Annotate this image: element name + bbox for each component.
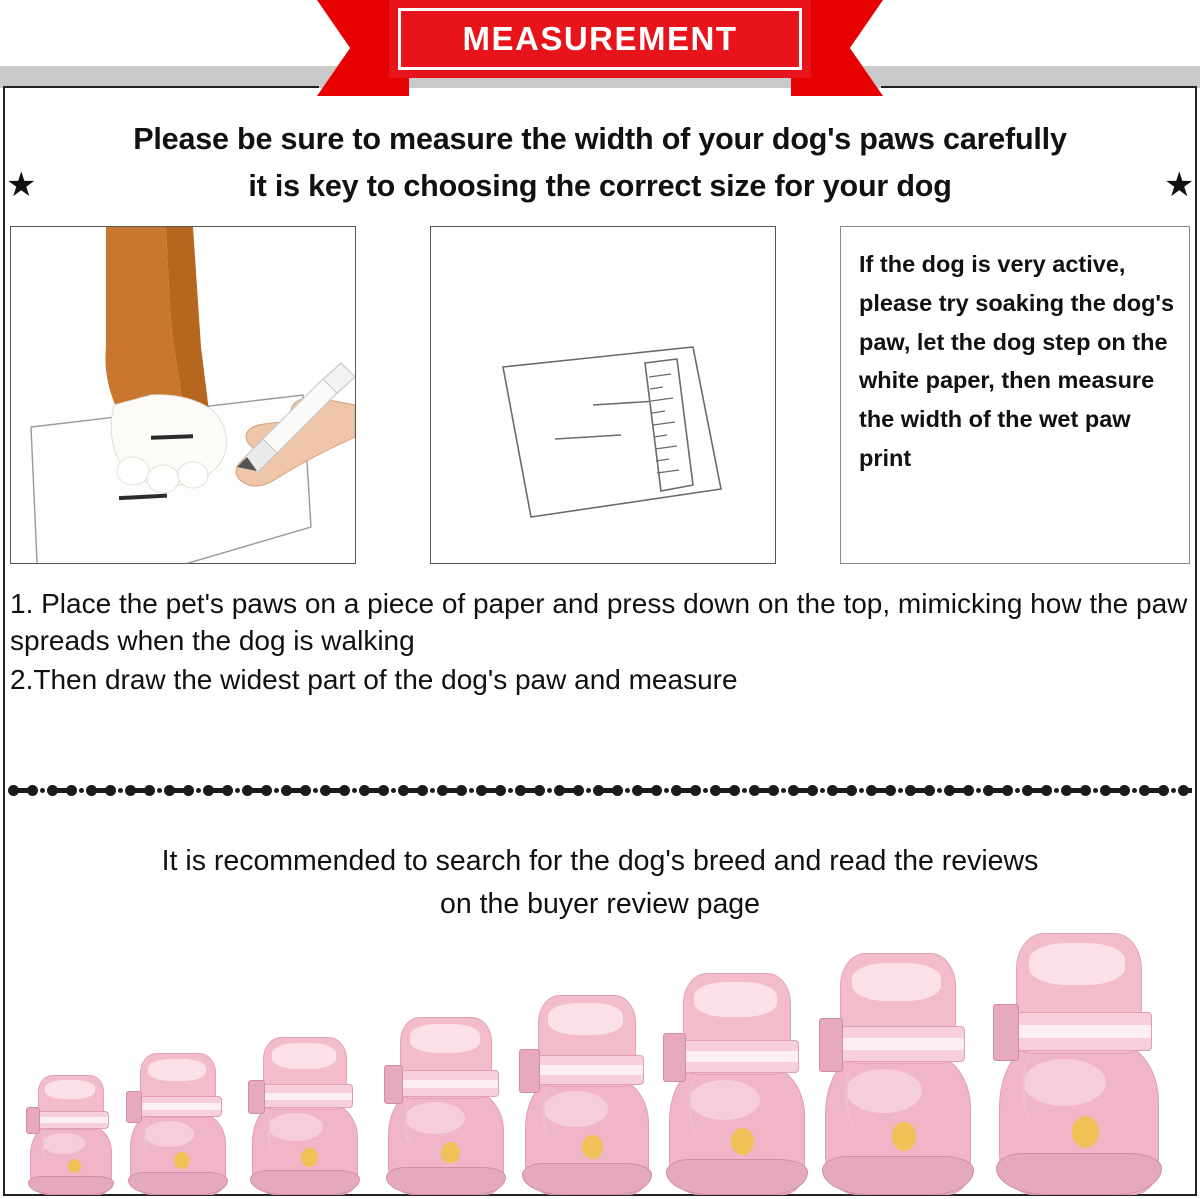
bone-icon — [710, 785, 740, 796]
bone-dot-icon — [742, 788, 747, 793]
ruler-measure-illustration — [430, 226, 776, 564]
boot-strap-reflective-stripe — [394, 1080, 498, 1088]
bone-icon — [788, 785, 818, 796]
measurement-steps — [10, 586, 1190, 701]
bone-icon — [905, 785, 935, 796]
boot-strap-reflective-stripe — [832, 1038, 964, 1050]
boot-strap-reflective-stripe — [34, 1117, 108, 1122]
paw-tracing-illustration — [11, 227, 355, 563]
bone-dot-icon — [859, 788, 864, 793]
boot-strap-reflective-stripe — [531, 1065, 643, 1075]
bone-dot-icon — [937, 788, 942, 793]
review-recommendation — [0, 840, 1200, 926]
bone-dot-icon — [391, 788, 396, 793]
bone-icon — [593, 785, 623, 796]
bone-icon — [398, 785, 428, 796]
bone-divider — [8, 775, 1192, 805]
bone-dot-icon — [976, 788, 981, 793]
bone-dot-icon — [1054, 788, 1059, 793]
boot-size-1[interactable] — [28, 1075, 114, 1195]
boot-paw-logo-icon — [1072, 1116, 1099, 1147]
active-dog-tip-panel — [840, 226, 1190, 564]
bone-icon — [1061, 785, 1091, 796]
boot-buckle — [663, 1033, 686, 1082]
bone-dot-icon — [547, 788, 552, 793]
boot-illustration — [250, 1037, 360, 1195]
bone-icon — [47, 785, 77, 796]
boot-buckle — [248, 1080, 266, 1115]
boot-shaft-highlight — [548, 1003, 623, 1035]
boot-size-4[interactable] — [386, 1017, 506, 1195]
bone-icon — [320, 785, 350, 796]
recommendation-line-1: It is recommended to search for the dog's breed and read the reviews — [161, 845, 1039, 877]
bone-dot-icon — [820, 788, 825, 793]
boot-paw-logo-icon — [731, 1128, 754, 1155]
page-headline — [0, 116, 1200, 211]
bone-dot-icon — [898, 788, 903, 793]
boot-sole — [28, 1176, 114, 1195]
boot-illustration — [386, 1017, 506, 1195]
ruler-drawing — [431, 227, 775, 563]
headline-line-2: it is key to choosing the correct size for your dog — [248, 169, 952, 204]
bone-icon — [1100, 785, 1130, 796]
paw-tracing-photo — [10, 226, 356, 564]
bone-dot-icon — [781, 788, 786, 793]
boot-strap — [675, 1040, 800, 1073]
boot-size-2[interactable] — [128, 1053, 228, 1195]
bone-icon — [866, 785, 896, 796]
bone-icon — [1022, 785, 1052, 796]
bone-dot-icon — [274, 788, 279, 793]
boot-strap-reflective-stripe — [676, 1051, 799, 1062]
recommendation-line-2: on the buyer review page — [439, 887, 761, 920]
boot-size-lineup — [0, 929, 1200, 1199]
ribbon-center — [389, 0, 811, 78]
bone-dot-icon — [235, 788, 240, 793]
boot-shaft-highlight — [694, 982, 776, 1018]
boot-illustration — [522, 995, 652, 1195]
bone-dot-icon — [469, 788, 474, 793]
boot-illustration — [996, 933, 1162, 1195]
step-1: 1. Place the pet's paws on a piece of paper and press down on the top, mimicking how the paw spreads when the dog is walking — [10, 588, 1188, 656]
boot-lace — [144, 1115, 168, 1158]
bone-dot-icon — [508, 788, 513, 793]
boot-illustration — [822, 953, 974, 1195]
measurement-ribbon — [317, 0, 883, 96]
banner-title: MEASUREMENT — [462, 20, 738, 57]
bone-icon — [515, 785, 545, 796]
bone-dot-icon — [586, 788, 591, 793]
boot-strap — [530, 1055, 644, 1085]
ribbon-inner-frame — [398, 8, 802, 70]
boot-illustration — [128, 1053, 228, 1195]
boot-buckle — [384, 1065, 403, 1104]
bone-icon — [437, 785, 467, 796]
boot-strap — [393, 1070, 499, 1097]
bone-dot-icon — [352, 788, 357, 793]
bone-icon — [242, 785, 272, 796]
boot-sole — [666, 1159, 808, 1195]
bone-dot-icon — [196, 788, 201, 793]
boot-lace — [543, 1083, 574, 1143]
boot-lace — [405, 1095, 434, 1148]
boot-size-6[interactable] — [666, 973, 808, 1195]
bone-icon — [476, 785, 506, 796]
star-left-icon: ★ — [6, 166, 37, 204]
boot-buckle — [993, 1004, 1020, 1062]
bone-dot-icon — [40, 788, 45, 793]
boot-sole — [996, 1153, 1162, 1195]
boot-sole — [522, 1163, 652, 1195]
step-2: 2.Then draw the widest part of the dog's paw and measure — [10, 663, 738, 695]
boot-buckle — [126, 1091, 142, 1122]
boot-buckle — [519, 1049, 540, 1093]
bone-icon — [359, 785, 389, 796]
boot-shaft-highlight — [272, 1043, 336, 1068]
boot-strap — [257, 1084, 354, 1108]
boot-sole — [822, 1156, 974, 1195]
boot-lace — [42, 1128, 63, 1164]
boot-illustration — [666, 973, 808, 1195]
boot-sole — [250, 1170, 360, 1195]
bone-icon — [281, 785, 311, 796]
boot-strap — [134, 1096, 222, 1117]
bone-dot-icon — [1171, 788, 1176, 793]
boot-size-8[interactable] — [996, 933, 1162, 1195]
boot-shaft-highlight — [852, 963, 940, 1002]
bone-icon — [1178, 785, 1192, 796]
boot-shaft-highlight — [410, 1024, 480, 1052]
boot-sole — [386, 1167, 506, 1195]
bone-dot-icon — [118, 788, 123, 793]
bone-icon — [125, 785, 155, 796]
bone-icon — [8, 785, 38, 796]
boot-paw-logo-icon — [582, 1135, 603, 1159]
boot-lace — [268, 1107, 294, 1154]
bone-icon — [632, 785, 662, 796]
active-dog-tip-text: If the dog is very active, please try soaking the dog's paw, let the dog step on the white paper, then measure the width of the wet paw print — [859, 251, 1175, 471]
bone-icon — [86, 785, 116, 796]
boot-sole — [128, 1172, 228, 1195]
bone-icon — [554, 785, 584, 796]
boot-lace — [1023, 1048, 1063, 1127]
bone-dot-icon — [79, 788, 84, 793]
bone-dot-icon — [664, 788, 669, 793]
boot-size-3[interactable] — [250, 1037, 360, 1195]
bone-dot-icon — [313, 788, 318, 793]
bone-icon — [944, 785, 974, 796]
bone-dot-icon — [1015, 788, 1020, 793]
bone-icon — [203, 785, 233, 796]
boot-strap — [33, 1111, 109, 1129]
boot-shaft-highlight — [148, 1059, 206, 1082]
boot-size-7[interactable] — [822, 953, 974, 1195]
boot-size-5[interactable] — [522, 995, 652, 1195]
boot-strap-reflective-stripe — [258, 1093, 353, 1100]
boot-shaft-highlight — [1029, 943, 1125, 985]
top-banner — [0, 0, 1200, 96]
bone-icon — [749, 785, 779, 796]
boot-strap — [1006, 1012, 1152, 1051]
bone-icon — [1139, 785, 1169, 796]
bone-dot-icon — [430, 788, 435, 793]
bone-dot-icon — [1132, 788, 1137, 793]
bone-dot-icon — [1093, 788, 1098, 793]
boot-paw-logo-icon — [301, 1148, 319, 1167]
bone-dot-icon — [157, 788, 162, 793]
boot-buckle — [819, 1018, 843, 1071]
bone-icon — [164, 785, 194, 796]
bone-icon — [983, 785, 1013, 796]
boot-lace — [846, 1059, 882, 1132]
bone-icon — [827, 785, 857, 796]
boot-shaft-highlight — [45, 1080, 95, 1099]
instruction-panels — [10, 226, 1190, 566]
boot-strap-reflective-stripe — [135, 1103, 221, 1110]
boot-strap — [831, 1026, 965, 1062]
bone-icon — [671, 785, 701, 796]
boot-buckle — [26, 1107, 40, 1133]
headline-line-1: Please be sure to measure the width of your dog's paws carefully — [133, 122, 1067, 156]
star-right-icon: ★ — [1164, 166, 1195, 204]
boot-illustration — [28, 1075, 114, 1195]
boot-strap-reflective-stripe — [1007, 1025, 1151, 1038]
bone-dot-icon — [703, 788, 708, 793]
boot-lace — [689, 1071, 723, 1138]
bone-dot-icon — [625, 788, 630, 793]
